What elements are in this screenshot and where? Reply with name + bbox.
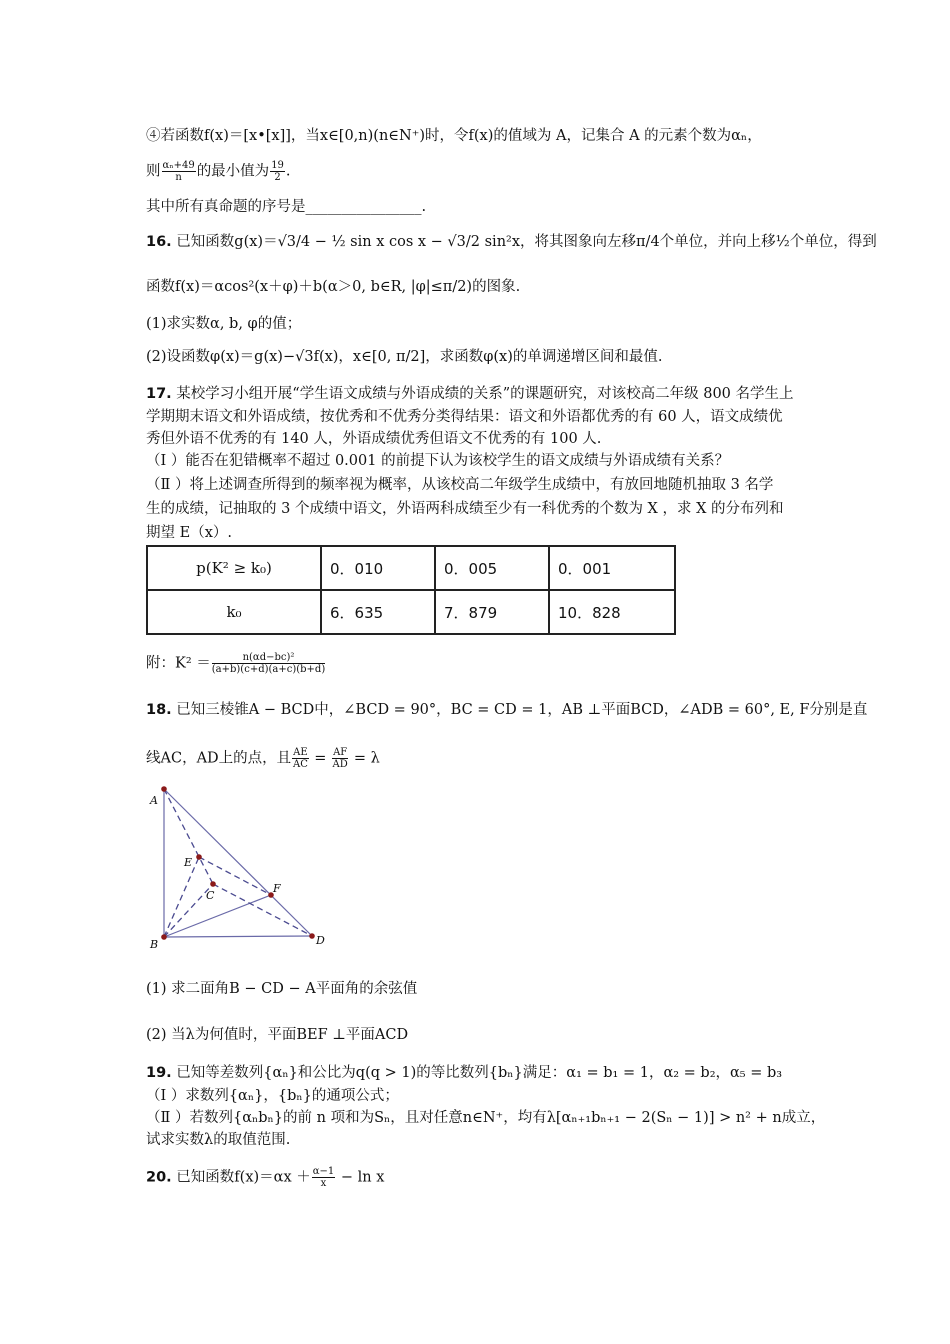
q18-line2: 线AC，AD上的点，且 $\frac{AE}{AC}$ = $\frac{AF}{AD}$ = λ [146,747,380,770]
text: 已知三棱锥A − BCD中，∠BCD = 90°，BC = CD = 1，AB ⊥平面BCD，∠ADB = 60°, E, F分别是直 [176,702,868,718]
table-cell: 7．879 [435,590,549,634]
question-number: 17. [146,386,172,402]
numerator: 19 [271,160,284,171]
q17-line2: 学期期末语文和外语成绩，按优秀和不优秀分类得结果：语文和外语都优秀的有 60 人，语文成绩优 [146,409,783,425]
point-d [309,933,315,939]
q19-line1 [146,1063,782,1083]
q20-line1 [146,1166,384,1189]
q16-line2: 函数f(x)＝αcos²(x＋φ)＋b(α＞0, b∈R, |φ|≤π/2)的图象. [146,279,521,295]
denominator: (a+b)(c+d)(a+c)(b+d) [211,664,326,675]
label-d: D [316,934,325,947]
fraction [270,160,285,183]
q16-part1: (1)求实数α, b, φ的值； [146,316,302,332]
text: 则 [146,163,161,180]
text: . [285,163,291,180]
question-number: 20. [146,1169,172,1186]
table-row [147,590,675,634]
edge-bd [164,936,312,937]
denominator: 2 [274,172,281,183]
table-cell: 0．001 [549,546,675,590]
numerator: n(αd−bc)² [212,652,325,664]
point-c [210,881,216,887]
q16-part2: (2)设函数φ(x)＝g(x)−√3f(x)，x∈[0, π/2]，求函数φ(x)的单调递增区间和最值. [146,349,663,365]
segment-bf [164,895,271,937]
point-b [161,934,167,940]
text: 已知等差数列{αₙ}和公比为q(q > 1)的等比数列{bₙ}满足：α₁ = b₁ = 1，α₂ = b₂，α₅ = b₃ [176,1065,783,1081]
numerator: αₙ+49 [162,160,195,171]
q19-part2-line2: 试求实数λ的取值范围. [146,1132,291,1148]
q18-part2: (2) 当λ为何值时，平面BEF ⊥平面ACD [146,1027,409,1043]
numerator: AE [293,747,308,758]
numerator: α−1 [312,1166,335,1177]
text: 已知函数g(x)＝√3/4 − ½ sin x cos x − √3/2 sin²x，将其图象向左移π/4个单位，并向上移½个单位，得到 [176,234,877,250]
denominator: AD [332,759,348,770]
label-f: F [273,882,281,895]
edge-ac [164,789,213,884]
denominator: n [175,172,182,183]
label-e: E [184,856,193,869]
tetrahedron-figure [140,780,340,960]
label-c: C [206,889,215,902]
q15-item4-line1: ④若函数f(x)＝[x•[x]]，当x∈[0,n)(n∈N⁺)时，令f(x)的值域为 A，记集合 A 的元素个数为αₙ， [146,128,762,144]
point-e [196,854,202,860]
fraction [312,1166,336,1189]
question-number: 16. [146,234,172,250]
q19-part1: （Ⅰ ）求数列{αₙ}，{bₙ}的通项公式； [146,1088,399,1104]
text: 的最小值为 [196,163,270,180]
q17-formula-note [146,652,326,675]
text: 已知函数f(x)＝αx ＋ [176,1169,311,1186]
text: 线AC，AD上的点，且 [146,750,292,767]
q17-part1: （Ⅰ ）能否在犯错概率不超过 0.001 的前提下认为该校学生的语文成绩与外语成绩有关系？ [146,453,730,469]
critical-value-table [146,545,676,635]
table-header-cell: k₀ [147,590,321,634]
q18-part1: (1) 求二面角B − CD − A平面角的余弦值 [146,981,418,997]
denominator: AC [293,759,308,770]
table-cell: 6．635 [321,590,435,634]
fraction [332,747,348,770]
q17-part2-line2: 生的成绩，记抽取的 3 个成绩中语文，外语两科成绩至少有一科优秀的个数为 X ，求 X 的分布列和 [146,501,784,517]
denominator: x [320,1178,327,1189]
text: − ln x [340,1169,385,1186]
q17-line3: 秀但外语不优秀的有 140 人，外语成绩优秀但语文不优秀的有 100 人. [146,431,602,447]
fraction [212,652,325,675]
numerator: AF [333,747,348,758]
label-a: A [150,794,158,807]
text: 附：K² ＝ [146,655,211,672]
text: 某校学习小组开展“学生语文成绩与外语成绩的关系”的课题研究，对该校高二年级 800 名学生上 [176,386,794,402]
question-number: 19. [146,1065,172,1081]
table-row [147,546,675,590]
q17-part2-line3: 期望 E（x）. [146,525,232,541]
fraction [162,160,196,183]
q19-part2-line1: （Ⅱ ）若数列{αₙbₙ}的前 n 项和为Sₙ，且对任意n∈N⁺，均有λ[αₙ₊₁bₙ₊₁ − 2(Sₙ − 1)] > n² + n成立， [146,1110,826,1126]
q16-line1 [146,232,877,252]
table-cell: 10．828 [549,590,675,634]
q17-line1 [146,384,794,404]
table-header-cell: p(K² ≥ k₀) [147,546,321,590]
edge-cd [213,884,312,936]
q18-line1 [146,700,867,720]
fraction [292,747,309,770]
q15-item4-line2 [146,160,291,183]
table-cell: 0．005 [435,546,549,590]
q15-answer-prompt: 其中所有真命题的序号是________________. [146,199,427,215]
text: = λ [353,750,380,767]
question-number: 18. [146,702,172,718]
point-a [161,786,167,792]
q17-part2-line1: （Ⅱ ）将上述调查所得到的频率视为概率，从该校高二年级学生成绩中，有放回地随机抽取 3 名学 [146,477,774,493]
table-cell: 0．010 [321,546,435,590]
label-b: B [150,938,159,951]
